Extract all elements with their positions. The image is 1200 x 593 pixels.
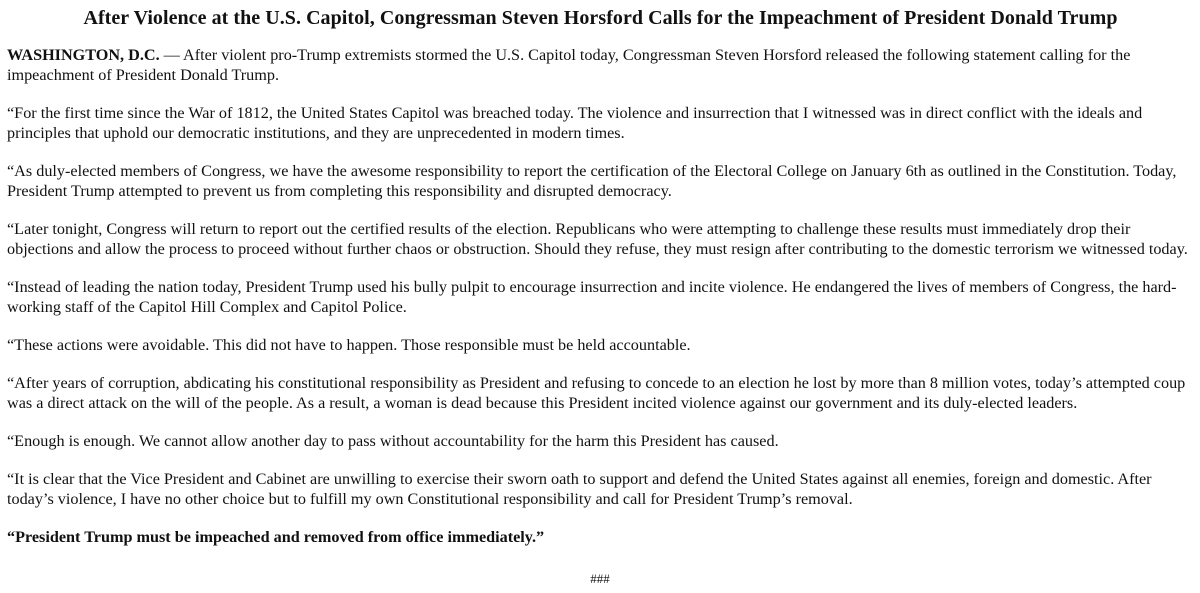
intro-text: — After violent pro-Trump extremists stormed the U.S. Capitol today, Congressman Steven Horsford released the following statement calling for the impeachment of President Donald Trump. (7, 46, 1131, 84)
statement-paragraph-3: “Later tonight, Congress will return to report out the certified results of the election. Republicans who were attempting to challenge these results must immediately drop their objections and allow the process to proceed without further chaos or obstruction. Should they refuse, they must resign after contributing to the domestic terrorism we witnessed today. (7, 220, 1188, 258)
statement-paragraph-6: “After years of corruption, abdicating his constitutional responsibility as President and refusing to concede to an election he lost by more than 8 million votes, today’s attempted coup was a direct attack on the will of the people. As a result, a woman is dead because this President incited violence against our government and its duly-elected leaders. (7, 374, 1186, 412)
statement-paragraph-5: “These actions were avoidable. This did not have to happen. Those responsible must be held accountable. (7, 336, 691, 354)
page-title: After Violence at the U.S. Capitol, Congressman Steven Horsford Calls for the Impeachment of President Donald Trump (83, 7, 1118, 29)
statement-paragraph-7: “Enough is enough. We cannot allow another day to pass without accountability for the harm this President has caused. (7, 432, 779, 450)
statement-paragraph-4: “Instead of leading the nation today, President Trump used his bully pulpit to encourage insurrection and incite violence. He endangered the lives of members of Congress, the hard-working staff of the Capitol Hill Complex and Capitol Police. (7, 278, 1177, 316)
statement-paragraph-1: “For the first time since the War of 1812, the United States Capitol was breached today. The violence and insurrection that I witnessed was in direct conflict with the ideals and principles that uphold our democratic institutions, and they are unprecedented in modern times. (7, 104, 1143, 142)
dateline: WASHINGTON, D.C. (7, 46, 160, 64)
statement-paragraph-2: “As duly-elected members of Congress, we have the awesome responsibility to report the certification of the Electoral College on January 6th as outlined in the Constitution. Today, President Trump attempted to prevent us from completing this responsibility and disrupted democracy. (7, 162, 1177, 200)
intro-paragraph (7, 45, 1194, 85)
statement-paragraph-8: “It is clear that the Vice President and Cabinet are unwilling to exercise their sworn oath to support and defend the United States against all enemies, foreign and domestic. After today’s violence, I have no other choice but to fulfill my own Constitutional responsibility and call for President Trump’s removal. (7, 470, 1152, 508)
closing-quote: “President Trump must be impeached and removed from office immediately.” (7, 528, 545, 546)
end-mark: ### (590, 571, 610, 586)
